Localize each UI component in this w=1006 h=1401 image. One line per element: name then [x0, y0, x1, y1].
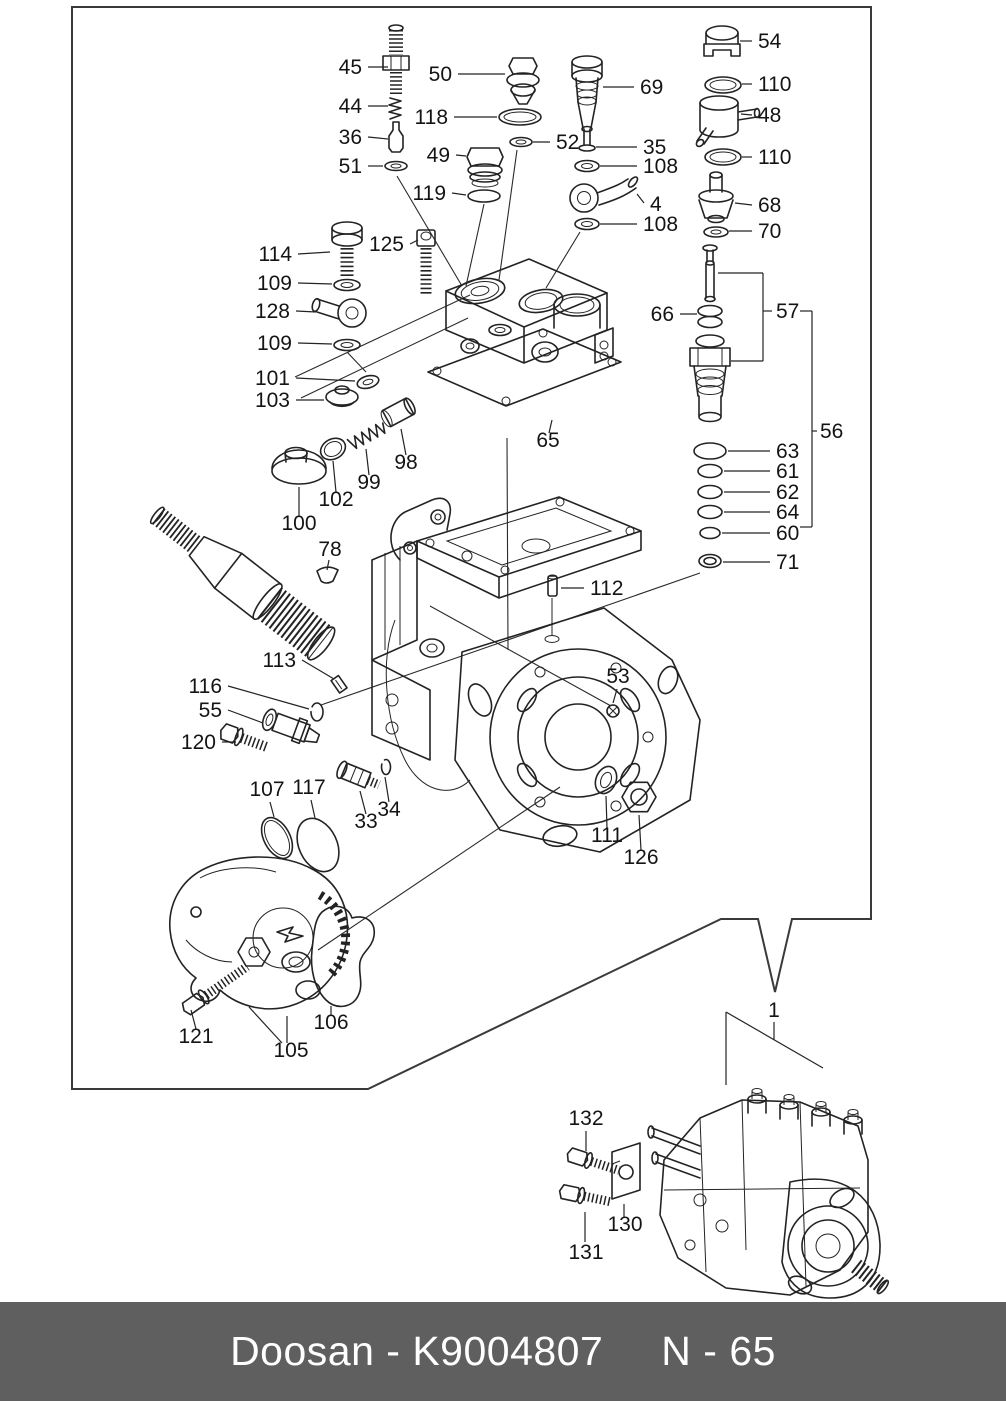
banner-page-ref: N - 65 [661, 1328, 776, 1374]
part-label-51: 51 [338, 155, 362, 178]
leader-line-105 [249, 1007, 282, 1043]
part-108-washer [575, 161, 599, 172]
part-label-110: 110 [758, 146, 792, 169]
part-label-1: 1 [768, 999, 780, 1022]
part-label-69: 69 [640, 76, 664, 99]
leader-line-53 [613, 689, 617, 703]
part-1-pump-assembly [648, 1089, 890, 1299]
part-label-33: 33 [354, 810, 378, 833]
leader-line-109 [298, 283, 332, 284]
part-62-oring [698, 486, 722, 499]
part-label-109: 109 [256, 332, 292, 355]
part-53-screw [607, 705, 619, 717]
part-label-34: 34 [377, 798, 401, 821]
part-label-36: 36 [338, 126, 362, 149]
part-125-socket-bolt [417, 230, 435, 296]
part-55-regulator-valve [260, 706, 323, 748]
part-109-washer-2 [334, 340, 360, 351]
part-label-126: 126 [623, 846, 659, 869]
part-98-delivery-piece [379, 397, 417, 429]
part-48-overflow-fitting [695, 96, 759, 148]
part-label-116: 116 [188, 675, 222, 698]
part-label-53: 53 [606, 665, 630, 688]
diagram-frame [72, 7, 871, 1089]
part-label-56: 56 [820, 420, 844, 443]
part-label-45: 45 [338, 56, 362, 79]
part-label-60: 60 [776, 522, 800, 545]
part-label-102: 102 [318, 488, 354, 511]
part-36-valve [389, 122, 403, 152]
part-label-78: 78 [318, 538, 342, 561]
part-64-oring [698, 506, 722, 519]
part-label-68: 68 [758, 194, 782, 217]
part-60-oring [700, 528, 720, 539]
part-label-48: 48 [758, 104, 782, 127]
part-label-52: 52 [556, 131, 580, 154]
leader-line-36 [368, 137, 388, 139]
part-100-cap [272, 448, 326, 485]
part-label-101: 101 [254, 367, 290, 390]
part-label-103: 103 [254, 389, 290, 412]
part-114-bolt [332, 222, 362, 276]
leader-line-119 [452, 193, 466, 195]
leader-line-116 [228, 686, 309, 709]
part-63-oring [694, 443, 726, 459]
part-label-108: 108 [643, 213, 679, 236]
leader-line-113 [302, 660, 334, 679]
part-33-valve [335, 760, 383, 793]
part-label-66: 66 [650, 303, 674, 326]
part-label-112: 112 [590, 577, 624, 600]
part-label-132: 132 [568, 1107, 604, 1130]
part-45-joint-bolt [383, 25, 409, 95]
part-110-oring-2 [705, 149, 741, 165]
leader-line-109 [298, 343, 332, 344]
part-label-106: 106 [313, 1011, 349, 1034]
part-68-delivery-valve-holder [699, 172, 733, 223]
part-label-128: 128 [254, 300, 290, 323]
part-label-110: 110 [758, 73, 792, 96]
part-label-105: 105 [273, 1039, 309, 1062]
part-107-oring [255, 812, 299, 863]
part-51-washer [385, 162, 407, 171]
part-110-oring [705, 77, 741, 93]
leader-line-78 [327, 560, 329, 570]
part-130-clamp [612, 1143, 640, 1199]
part-label-65: 65 [536, 429, 560, 452]
part-label-100: 100 [281, 512, 317, 535]
part-label-63: 63 [776, 440, 800, 463]
part-101-washer [356, 373, 380, 390]
part-120-bolt [218, 722, 270, 756]
callout-layer [178, 30, 843, 1264]
part-label-54: 54 [758, 30, 782, 53]
part-label-55: 55 [198, 699, 222, 722]
leader-line-48 [741, 114, 752, 115]
part-35-oring [579, 145, 595, 151]
part-label-111: 111 [591, 824, 623, 847]
part-128-banjo-bolt [311, 298, 366, 327]
part-52-washer [510, 138, 532, 147]
footer-banner [0, 1302, 1006, 1401]
part-label-64: 64 [776, 501, 800, 524]
part-label-113: 113 [262, 649, 296, 672]
part-label-4: 4 [650, 193, 662, 216]
part-label-130: 130 [607, 1213, 643, 1236]
part-44-spring [389, 98, 401, 119]
part-label-118: 118 [414, 106, 448, 129]
part-61-oring [698, 465, 722, 478]
part-label-114: 114 [258, 243, 292, 266]
part-66-rings [698, 306, 722, 328]
leader-line-4 [637, 194, 644, 203]
part-131-bolt [558, 1183, 613, 1210]
part-57-plunger [703, 245, 717, 302]
part-label-61: 61 [776, 460, 800, 483]
part-label-35: 35 [643, 136, 667, 159]
part-71-ring [699, 555, 721, 568]
part-49-screw-plug [467, 148, 503, 187]
leader-line-49 [456, 155, 466, 156]
leader-line-117 [311, 800, 315, 818]
part-119-oring [468, 190, 500, 202]
part-label-71: 71 [776, 551, 800, 574]
delivery-holders [748, 1089, 862, 1135]
part-housing [372, 497, 700, 852]
part-label-131: 131 [568, 1241, 604, 1264]
part-57-holder-body [690, 335, 730, 422]
part-label-44: 44 [338, 95, 362, 118]
leader-line-107 [270, 802, 274, 817]
part-117-oring [289, 812, 347, 879]
part-label-121: 121 [178, 1025, 214, 1048]
part-34-snap-ring [382, 760, 391, 775]
part-label-107: 107 [249, 778, 285, 801]
part-109-washer [334, 280, 360, 291]
part-label-70: 70 [758, 220, 782, 243]
part-108-washer-2 [575, 219, 599, 230]
part-label-120: 120 [180, 731, 216, 754]
part-label-117: 117 [292, 776, 326, 799]
banner-part-number: Doosan - K9004807 [230, 1328, 604, 1374]
leader-line-114 [298, 252, 330, 254]
part-label-62: 62 [776, 481, 800, 504]
part-111-washer [591, 763, 620, 796]
part-label-49: 49 [426, 144, 450, 167]
direction-arrow [277, 927, 303, 942]
leader-line-55 [228, 710, 263, 723]
part-50-plug [507, 58, 539, 104]
part-103-plug [326, 386, 358, 406]
part-112-pin [545, 575, 559, 643]
part-label-57: 57 [776, 300, 800, 323]
part-70-spring-seat [704, 227, 728, 237]
part-label-98: 98 [394, 451, 418, 474]
part-118-oring [499, 109, 541, 125]
part-126-nut [622, 782, 656, 811]
part-supply-pump-cover [170, 857, 348, 1009]
leader-line-101 [296, 378, 355, 381]
leader-line-68 [735, 203, 752, 205]
part-label-99: 99 [357, 471, 381, 494]
part-label-108: 108 [643, 155, 679, 178]
part-label-125: 125 [368, 233, 404, 256]
part-54-cap [704, 26, 740, 56]
part-label-119: 119 [412, 182, 446, 205]
part-label-50: 50 [428, 63, 452, 86]
part-116-snap-ring [311, 703, 323, 721]
leader-line-126 [639, 815, 641, 850]
part-label-109: 109 [256, 272, 292, 295]
part-4-banjo-fitting [570, 175, 639, 212]
part-99-spring [347, 421, 387, 450]
